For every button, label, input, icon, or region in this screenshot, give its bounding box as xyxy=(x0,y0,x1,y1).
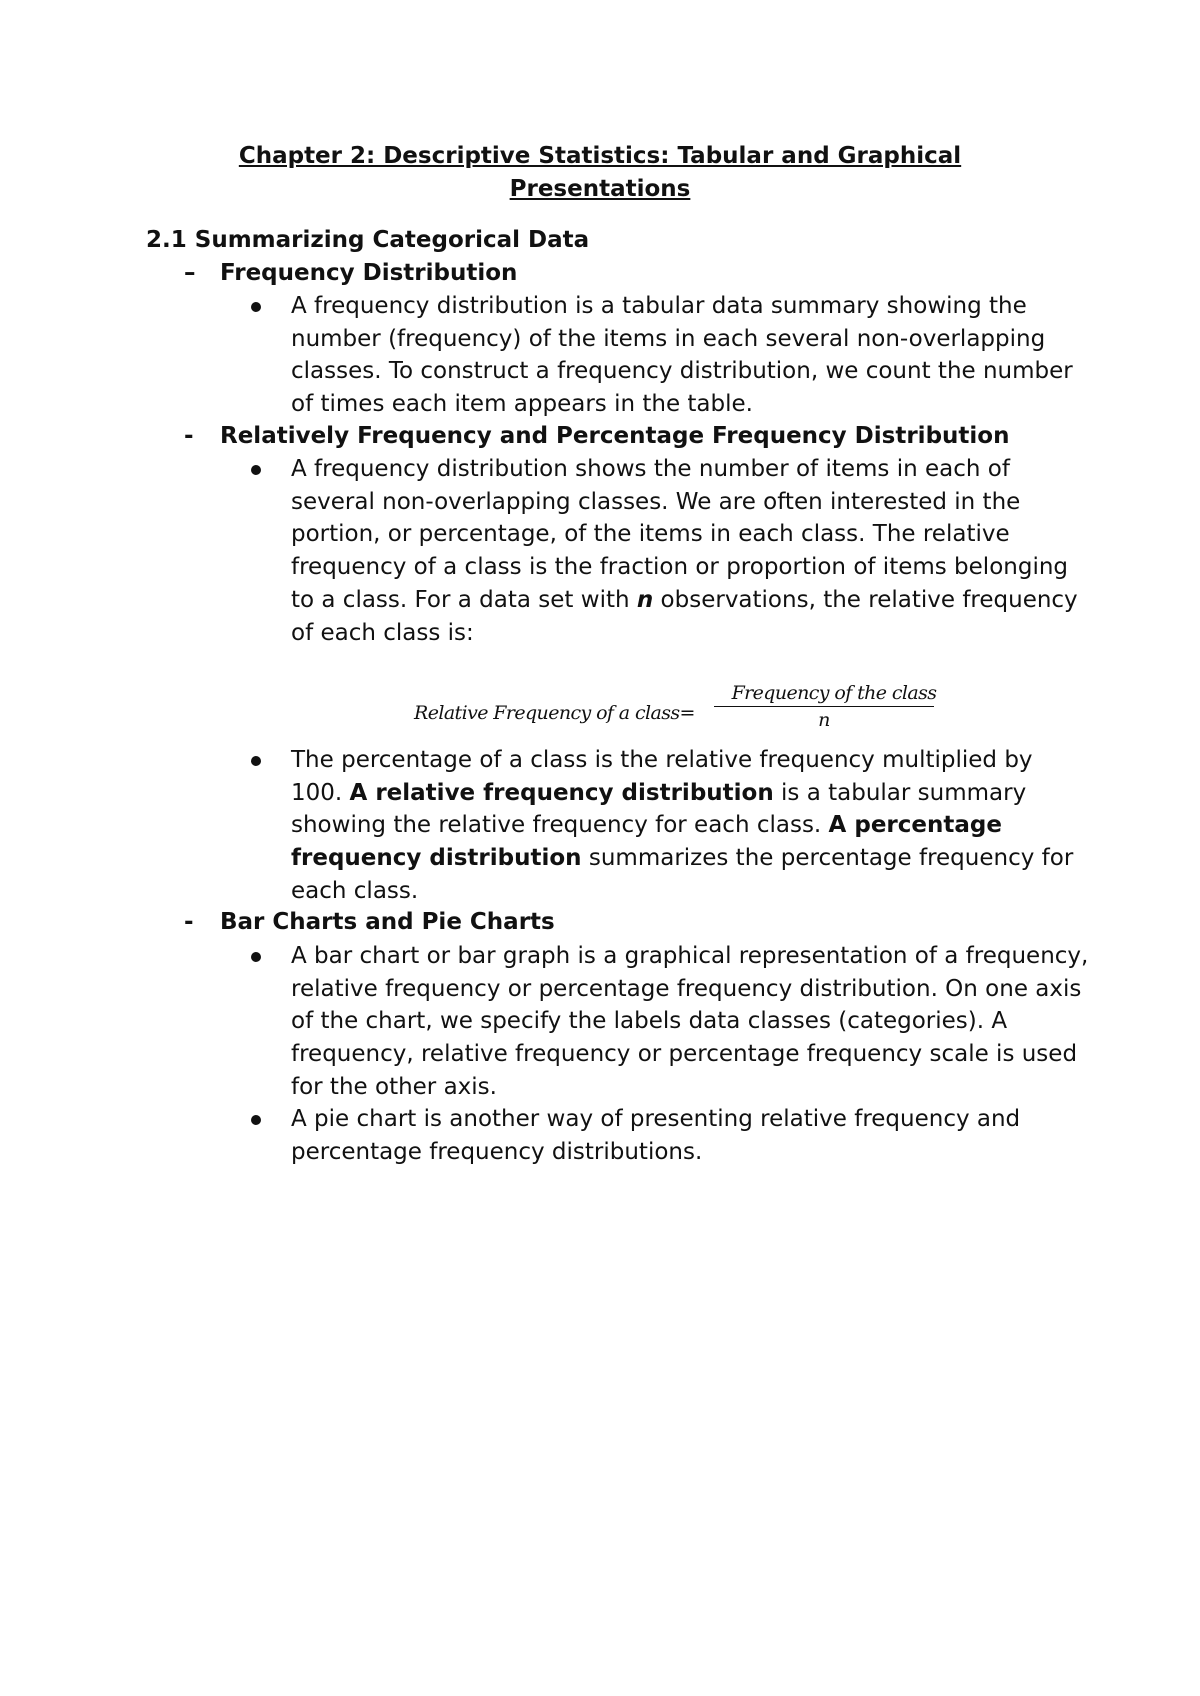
bold-term: A relative frequency distribution xyxy=(349,779,774,806)
subsection-label: Bar Charts and Pie Charts xyxy=(220,909,555,935)
bullet-item xyxy=(291,744,1091,908)
section-heading: 2.1 Summarizing Categorical Data xyxy=(146,227,590,253)
bullet-item xyxy=(291,290,1091,421)
bullet-text: A frequency distribution is a tabular data summary showing the number (frequency) of the items in each several non-overlapping classes. To construct a frequency distribution, we count the number of times each item appears in the table. xyxy=(291,293,1073,418)
bullet-icon xyxy=(251,952,261,962)
formula-lhs: Relative Frequency of a class= xyxy=(414,702,695,724)
bullet-text-part: is a tabular summary showing the relative frequency for each class. xyxy=(291,779,1027,839)
chapter-title-line-1: Chapter 2: Descriptive Statistics: Tabular and Graphical xyxy=(238,143,962,169)
bullet-icon xyxy=(251,756,261,766)
formula-numerator: Frequency of the class xyxy=(731,682,937,704)
subsection-label: Frequency Distribution xyxy=(220,260,518,286)
bullet-text-part: A frequency distribution shows the number of items in each of several non-overlapping classes. We are often interested in the portion, or percentage, of the items in each class. The relative frequency of a class is the fraction or proportion of items belonging to a class. For a data set with xyxy=(291,456,1069,613)
bullet-item xyxy=(291,1103,1091,1168)
subsection-frequency-distribution xyxy=(184,257,517,290)
formula-fraction xyxy=(714,682,954,731)
chapter-title xyxy=(150,140,1050,206)
dash-marker: – xyxy=(184,260,196,286)
bullet-text-part: summarizes the percentage frequency for each class. xyxy=(291,845,1074,904)
bullet-text-part: observations, the relative frequency of each class is: xyxy=(291,586,1078,646)
subsection-bar-pie-charts xyxy=(184,906,555,939)
bullet-item xyxy=(291,453,1091,649)
bullet-item xyxy=(291,940,1091,1104)
chapter-title-line-2: Presentations xyxy=(509,176,691,202)
dash-marker: - xyxy=(184,909,194,935)
subsection-label: Relatively Frequency and Percentage Frequency Distribution xyxy=(220,423,1010,449)
bullet-text: A bar chart or bar graph is a graphical representation of a frequency, relative frequency or percentage frequency distribution. On one axis of the chart, we specify the labels data classes (categories). A frequency, relative frequency or percentage frequency scale is used for the other axis. xyxy=(291,943,1089,1100)
bold-term: A percentage frequency distribution xyxy=(291,812,1002,872)
variable-n: n xyxy=(636,586,654,613)
dash-marker: - xyxy=(184,423,194,449)
bullet-icon xyxy=(251,302,261,312)
formula-denominator: n xyxy=(818,709,830,731)
fraction-bar xyxy=(714,706,934,707)
bullet-text-part: The percentage of a class is the relative frequency multiplied by 100. xyxy=(291,747,1033,806)
subsection-relative-frequency xyxy=(184,420,1009,453)
bullet-text: A pie chart is another way of presenting relative frequency and percentage frequency distributions. xyxy=(291,1106,1021,1165)
bullet-icon xyxy=(251,465,261,475)
bullet-icon xyxy=(251,1115,261,1125)
